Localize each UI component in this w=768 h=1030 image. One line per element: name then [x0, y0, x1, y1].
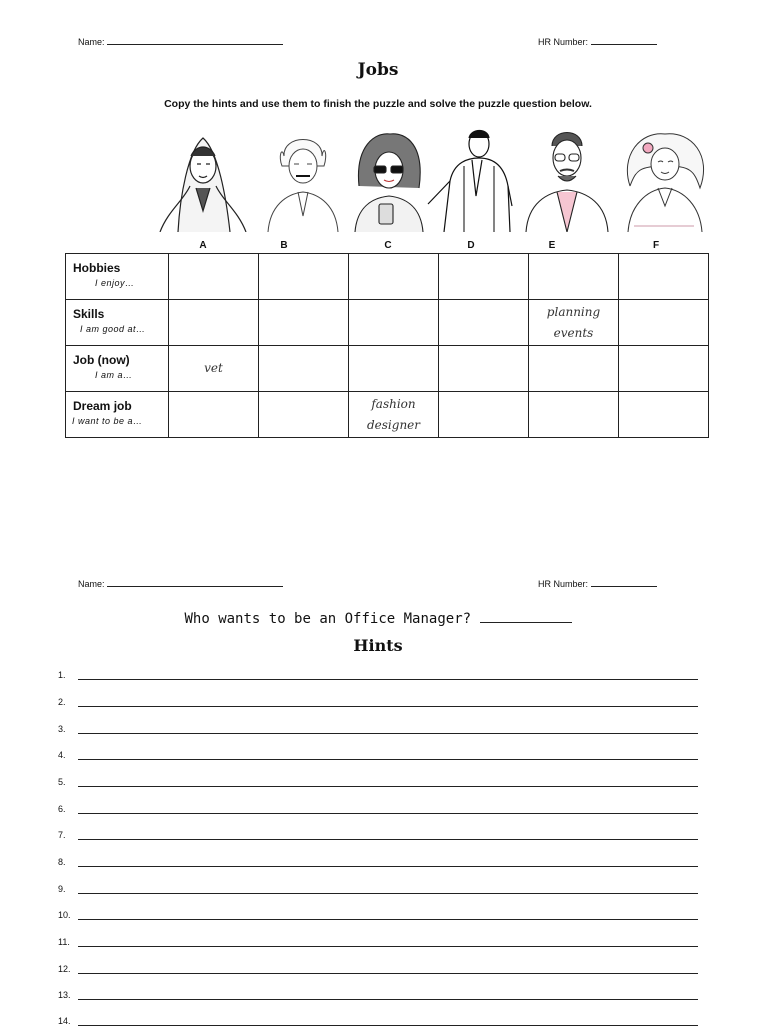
grid-cell-dream-job-e[interactable]: [529, 392, 619, 438]
grid-cell-hobbies-a[interactable]: [169, 254, 259, 300]
hint-line-2[interactable]: [58, 697, 698, 711]
person-c-illustration: [345, 126, 435, 232]
grid-cell-hobbies-f[interactable]: [619, 254, 709, 300]
grid-cell-skills-d[interactable]: [439, 300, 529, 346]
hint-number: 8.: [58, 857, 66, 867]
instruction-text: Copy the hints and use them to finish the puzzle and solve the puzzle question below.: [164, 98, 592, 110]
column-letter-c: C: [384, 240, 392, 251]
grid-cell-job-now-f[interactable]: [619, 346, 709, 392]
hint-line-7[interactable]: [58, 830, 698, 844]
hr-number-field[interactable]: [538, 34, 657, 47]
name-blank[interactable]: [107, 576, 283, 587]
grid-cell-job-now-d[interactable]: [439, 346, 529, 392]
hint-line-1[interactable]: [58, 670, 698, 684]
table-row: [66, 254, 709, 300]
person-a-illustration: [158, 126, 248, 232]
person-e-illustration: [522, 126, 612, 232]
name-field[interactable]: [78, 34, 283, 47]
hint-number: 10.: [58, 910, 71, 920]
grid-cell-dream-job-c[interactable]: fashion designer: [349, 392, 439, 438]
row-title: Job (now): [73, 353, 130, 367]
grid-cell-dream-job-f[interactable]: [619, 392, 709, 438]
hint-number: 6.: [58, 804, 66, 814]
row-subtitle: I want to be a…: [72, 416, 143, 426]
hint-number: 11.: [58, 937, 70, 947]
row-subtitle: I enjoy…: [95, 278, 135, 288]
grid-cell-skills-a[interactable]: [169, 300, 259, 346]
grid-cell-skills-c[interactable]: [349, 300, 439, 346]
person-f-illustration: [620, 126, 710, 232]
grid-cell-job-now-e[interactable]: [529, 346, 619, 392]
name-label: Name:: [78, 579, 105, 589]
hints-title: Hints: [353, 636, 403, 655]
hint-line-13[interactable]: [58, 990, 698, 1004]
grid-cell-skills-e[interactable]: planning events: [529, 300, 619, 346]
person-d-illustration: [424, 126, 514, 232]
row-subtitle: I am good at…: [80, 324, 146, 334]
grid-cell-dream-job-b[interactable]: [259, 392, 349, 438]
hr-number-blank[interactable]: [591, 34, 657, 45]
hint-number: 1.: [58, 670, 66, 680]
column-letter-f: F: [652, 240, 660, 251]
column-letter-a: A: [199, 240, 207, 251]
hint-number: 3.: [58, 724, 66, 734]
name-label: Name:: [78, 37, 105, 47]
column-letter-b: B: [280, 240, 288, 251]
grid-cell-hobbies-b[interactable]: [259, 254, 349, 300]
page-title: Jobs: [357, 60, 399, 80]
hr-number-label: HR Number:: [538, 579, 589, 589]
hint-line-12[interactable]: [58, 964, 698, 978]
hint-number: 2.: [58, 697, 66, 707]
column-letter-e: E: [548, 240, 556, 251]
row-title: Skills: [73, 307, 105, 321]
hint-line-4[interactable]: [58, 750, 698, 764]
grid-cell-job-now-c[interactable]: [349, 346, 439, 392]
grid-cell-hobbies-d[interactable]: [439, 254, 529, 300]
puzzle-grid: [65, 253, 709, 438]
hint-line-8[interactable]: [58, 857, 698, 871]
grid-cell-skills-b[interactable]: [259, 300, 349, 346]
row-header-skills: [66, 300, 169, 346]
column-letter-d: D: [467, 240, 475, 251]
row-header-job-now: [66, 346, 169, 392]
hint-number: 7.: [58, 830, 66, 840]
name-blank[interactable]: [107, 34, 283, 45]
row-title: Dream job: [73, 399, 132, 413]
hr-number-label: HR Number:: [538, 37, 589, 47]
grid-cell-job-now-a[interactable]: vet: [169, 346, 259, 392]
row-title: Hobbies: [73, 261, 121, 275]
grid-cell-hobbies-c[interactable]: [349, 254, 439, 300]
row-header-dream-job: [66, 392, 169, 438]
hint-line-5[interactable]: [58, 777, 698, 791]
hr-number-field-bottom[interactable]: [538, 576, 657, 589]
grid-cell-job-now-b[interactable]: [259, 346, 349, 392]
hint-number: 5.: [58, 777, 66, 787]
puzzle-question: [0, 610, 756, 627]
table-row: [66, 300, 709, 346]
grid-cell-skills-f[interactable]: [619, 300, 709, 346]
hint-line-10[interactable]: [58, 910, 698, 924]
hint-number: 12.: [58, 964, 71, 974]
row-header-hobbies: [66, 254, 169, 300]
puzzle-question-text: Who wants to be an Office Manager?: [184, 611, 472, 627]
hint-number: 13.: [58, 990, 71, 1000]
row-subtitle: I am a…: [95, 370, 133, 380]
hint-number: 14.: [58, 1016, 71, 1026]
table-row: [66, 346, 709, 392]
hint-number: 9.: [58, 884, 66, 894]
name-field-bottom[interactable]: [78, 576, 283, 589]
table-row: [66, 392, 709, 438]
hint-line-9[interactable]: [58, 884, 698, 898]
grid-cell-dream-job-d[interactable]: [439, 392, 529, 438]
hint-line-3[interactable]: [58, 724, 698, 738]
hint-line-11[interactable]: [58, 937, 698, 951]
hint-line-6[interactable]: [58, 804, 698, 818]
answer-blank[interactable]: [480, 610, 572, 623]
person-b-illustration: [258, 126, 348, 232]
grid-cell-dream-job-a[interactable]: [169, 392, 259, 438]
hint-number: 4.: [58, 750, 66, 760]
hint-line-14[interactable]: [58, 1016, 698, 1030]
hr-number-blank[interactable]: [591, 576, 657, 587]
grid-cell-hobbies-e[interactable]: [529, 254, 619, 300]
